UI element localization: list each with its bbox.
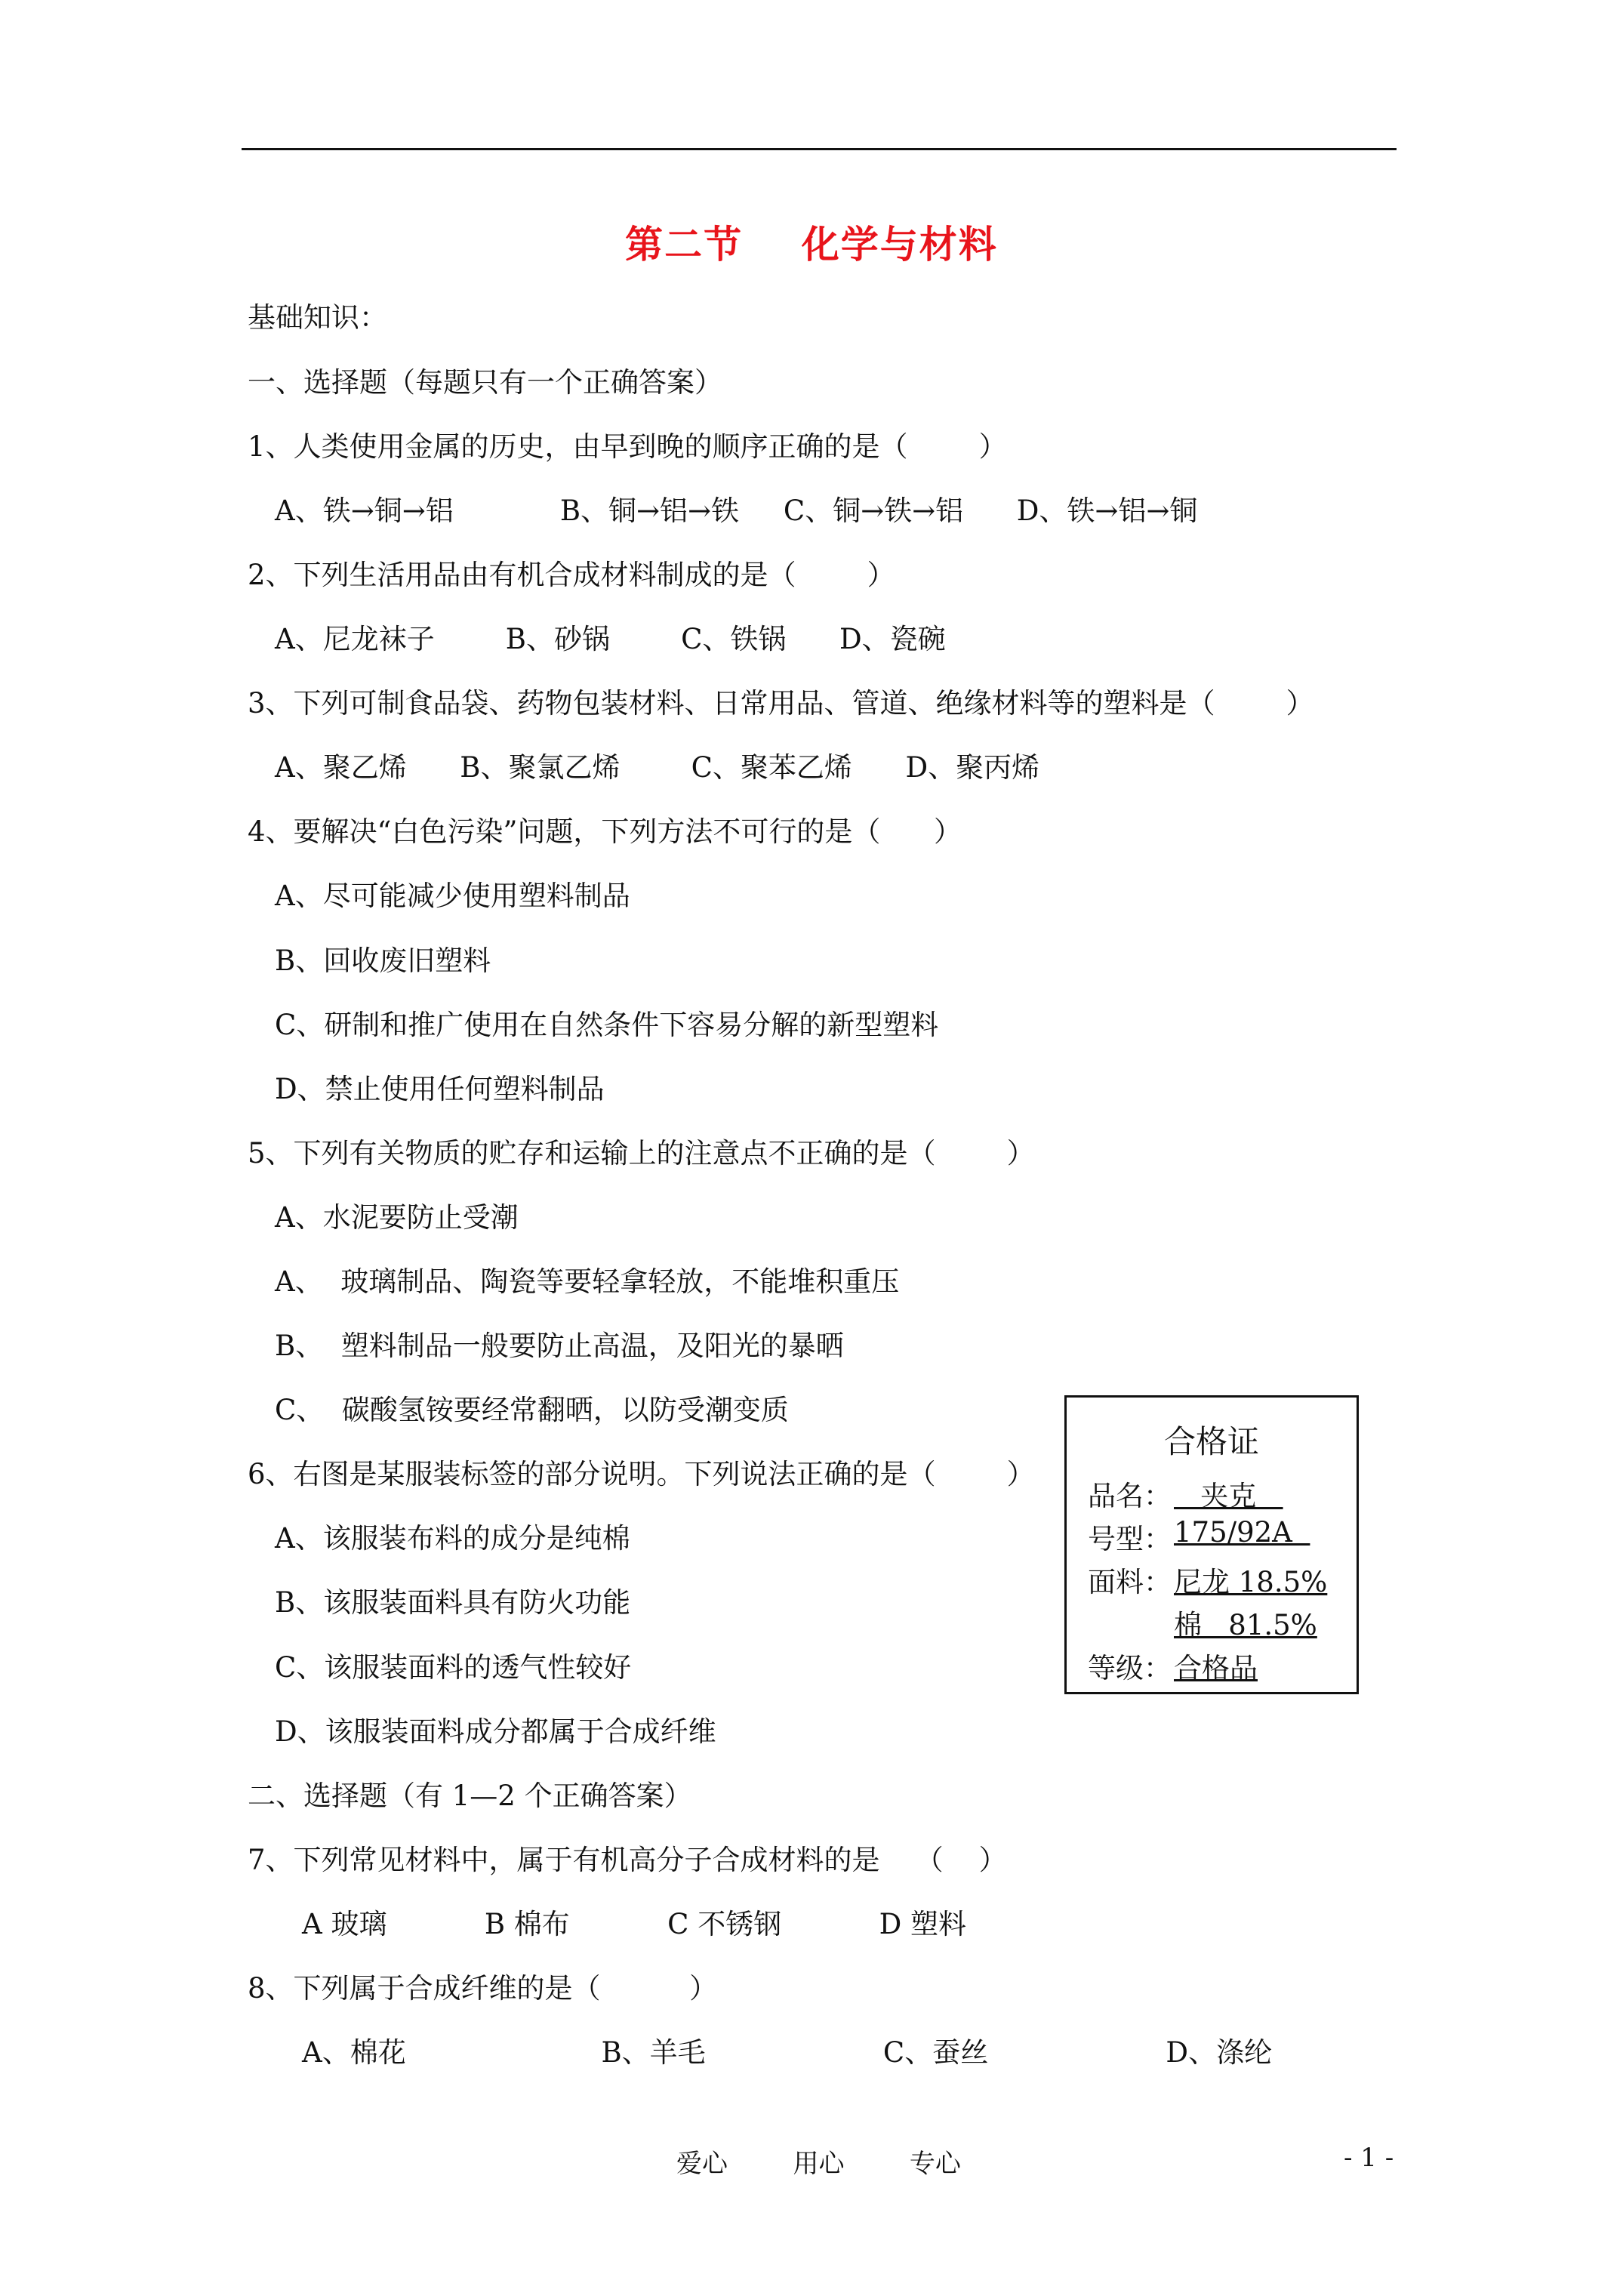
card-value-fabric-cotton: 棉 81.5% — [1174, 1609, 1317, 1641]
section-1-heading: 一、选择题（每题只有一个正确答案） — [248, 366, 722, 399]
section-2-heading: 二、选择题（有 1—2 个正确答案） — [248, 1780, 692, 1812]
q5-option-2: A、 玻璃制品、陶瓷等要轻拿轻放，不能堆积重压 — [275, 1265, 900, 1298]
q3-options: A、聚乙烯 B、聚氯乙烯 C、聚苯乙烯 D、聚丙烯 — [275, 751, 1040, 784]
q6-option-c: C、该服装面料的透气性较好 — [275, 1651, 632, 1684]
card-label-grade: 等级： — [1088, 1652, 1172, 1684]
q6-option-a: A、该服装布料的成分是纯棉 — [275, 1522, 630, 1555]
q4-option-a: A、尽可能减少使用塑料制品 — [275, 880, 630, 912]
q2-stem: 2、下列生活用品由有机合成材料制成的是（ ） — [248, 559, 895, 591]
q7-stem: 7、下列常见材料中，属于有机高分子合成材料的是 （ ） — [248, 1844, 1007, 1876]
q1-stem: 1、人类使用金属的历史，由早到晚的顺序正确的是（ ） — [248, 430, 1007, 463]
q6-stem: 6、右图是某服装标签的部分说明。下列说法正确的是（ ） — [248, 1458, 1035, 1490]
page-title: 第二节 化学与材料 — [625, 222, 998, 267]
q2-options: A、尼龙袜子 B、砂锅 C、铁锅 D、瓷碗 — [275, 623, 946, 655]
footer-motto: 爱心 用心 专心 — [676, 2149, 961, 2179]
q4-option-c: C、研制和推广使用在自然条件下容易分解的新型塑料 — [275, 1009, 939, 1041]
card-value-size: 175/92A — [1174, 1516, 1310, 1549]
q3-stem: 3、下列可制食品袋、药物包装材料、日常用品、管道、绝缘材料等的塑料是（ ） — [248, 687, 1314, 720]
q6-option-b: B、该服装面料具有防火功能 — [275, 1586, 631, 1619]
page-number: - 1 - — [1344, 2143, 1394, 2173]
card-value-name: 夹克 — [1174, 1480, 1283, 1512]
card-value-fabric-nylon: 尼龙 18.5% — [1174, 1566, 1328, 1598]
q4-option-b: B、回收废旧塑料 — [275, 945, 491, 977]
garment-label-card — [1064, 1395, 1359, 1694]
card-label-name: 品名： — [1088, 1480, 1172, 1512]
q5-option-3: B、 塑料制品一般要防止高温，及阳光的暴晒 — [275, 1330, 844, 1362]
q5-option-1: A、水泥要防止受潮 — [275, 1201, 519, 1234]
q5-stem: 5、下列有关物质的贮存和运输上的注意点不正确的是（ ） — [248, 1137, 1035, 1170]
q8-options: A、棉花 B、羊毛 C、蚕丝 D、涤纶 — [302, 2036, 1273, 2069]
q4-stem: 4、要解决“白色污染”问题，下列方法不可行的是（ ） — [248, 815, 962, 848]
q6-option-d: D、该服装面料成分都属于合成纤维 — [275, 1715, 716, 1748]
q1-options: A、铁→铜→铝 B、铜→铝→铁 C、铜→铁→铝 D、铁→铝→铜 — [275, 495, 1198, 527]
q4-option-d: D、禁止使用任何塑料制品 — [275, 1073, 605, 1105]
q7-options: A 玻璃 B 棉布 C 不锈钢 D 塑料 — [302, 1908, 967, 1940]
section-basic: 基础知识： — [248, 301, 387, 334]
card-label-fabric: 面料： — [1088, 1566, 1172, 1598]
q8-stem: 8、下列属于合成纤维的是（ ） — [248, 1972, 718, 2005]
card-label-size: 号型： — [1088, 1523, 1172, 1555]
header-rule — [242, 148, 1397, 150]
card-value-grade: 合格品 — [1174, 1652, 1258, 1684]
card-title: 合格证 — [1163, 1423, 1259, 1460]
q5-option-4: C、 碳酸氢铵要经常翻晒，以防受潮变质 — [275, 1394, 789, 1426]
